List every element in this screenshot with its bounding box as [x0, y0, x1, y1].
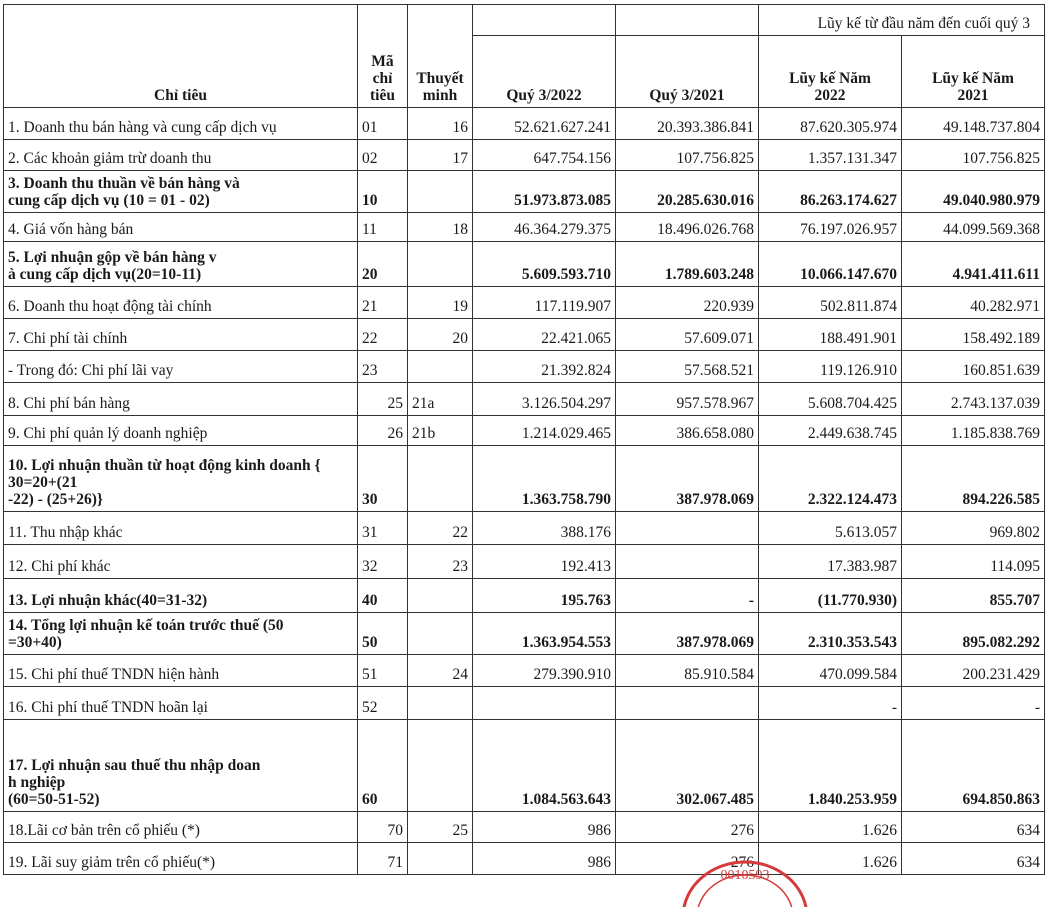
row-q-prev: 1.789.603.248 [616, 242, 759, 287]
row-acc-prev: 969.802 [902, 512, 1045, 545]
col-header-note-label: Thuyết minh [416, 70, 464, 104]
row-note [408, 843, 473, 875]
row-note: 21a [408, 383, 473, 416]
row-label: 14. Tổng lợi nhuận kế toán trước thuế (50 =30+40) [4, 613, 358, 655]
row-acc-cur: 76.197.026.957 [759, 213, 902, 242]
row-acc-cur: 1.357.131.347 [759, 140, 902, 171]
row-acc-prev: 4.941.411.611 [902, 242, 1045, 287]
row-acc-cur: 470.099.584 [759, 655, 902, 687]
row-acc-prev: 895.082.292 [902, 613, 1045, 655]
company-seal-stamp [680, 857, 810, 907]
row-acc-prev: 2.743.137.039 [902, 383, 1045, 416]
row-note [408, 171, 473, 213]
row-code: 20 [358, 242, 408, 287]
row-q-cur: 986 [473, 812, 616, 843]
row-label: 15. Chi phí thuế TNDN hiện hành [4, 655, 358, 687]
row-q-prev: 276 [616, 812, 759, 843]
row-acc-prev: 634 [902, 812, 1045, 843]
row-acc-prev: 44.099.569.368 [902, 213, 1045, 242]
row-note: 23 [408, 545, 473, 579]
col-header-code [358, 5, 408, 108]
col-header-accum-prev-label: Lũy kế Năm 2021 [932, 70, 1014, 104]
row-q-cur: 3.126.504.297 [473, 383, 616, 416]
row-acc-prev: 634 [902, 843, 1045, 875]
row-acc-cur: 1.626 [759, 843, 902, 875]
row-label: 6. Doanh thu hoạt động tài chính [4, 287, 358, 319]
row-note: 16 [408, 108, 473, 140]
row-acc-cur: 2.449.638.745 [759, 416, 902, 446]
row-q-prev: 57.568.521 [616, 351, 759, 383]
table-row [4, 319, 1045, 351]
row-q-prev: 57.609.071 [616, 319, 759, 351]
row-acc-cur: 17.383.987 [759, 545, 902, 579]
row-acc-cur: - [759, 687, 902, 720]
row-note [408, 242, 473, 287]
row-note: 19 [408, 287, 473, 319]
row-q-cur: 195.763 [473, 579, 616, 613]
accum-group-header: Lũy kế từ đầu năm đến cuối quý 3 [759, 5, 1045, 36]
row-label: 2. Các khoản giảm trừ doanh thu [4, 140, 358, 171]
row-code: 10 [358, 171, 408, 213]
row-code: 51 [358, 655, 408, 687]
row-q-cur: 22.421.065 [473, 319, 616, 351]
row-acc-cur: 2.322.124.473 [759, 446, 902, 512]
row-acc-prev: 160.851.639 [902, 351, 1045, 383]
row-code: 50 [358, 613, 408, 655]
table-row [4, 720, 1045, 812]
row-code: 22 [358, 319, 408, 351]
row-q-cur: 117.119.907 [473, 287, 616, 319]
row-q-cur: 1.084.563.643 [473, 720, 616, 812]
row-label: 12. Chi phí khác [4, 545, 358, 579]
row-code: 21 [358, 287, 408, 319]
row-label: 10. Lợi nhuận thuần từ hoạt động kinh doanh { 30=20+(21 -22) - (25+26)} [4, 446, 358, 512]
col-header-accum-cur-label: Lũy kế Năm 2022 [789, 70, 871, 104]
col-header-accum-prev [902, 36, 1045, 108]
row-q-prev: 276 [616, 843, 759, 875]
table-body [4, 108, 1045, 875]
row-label: 11. Thu nhập khác [4, 512, 358, 545]
row-note [408, 579, 473, 613]
table-row [4, 108, 1045, 140]
row-label: 17. Lợi nhuận sau thuế thu nhập doan h nghiệp (60=50-51-52) [4, 720, 358, 812]
row-label: 18.Lãi cơ bản trên cổ phiếu (*) [4, 812, 358, 843]
row-acc-prev: - [902, 687, 1045, 720]
empty-header-cell [616, 5, 759, 36]
empty-header-cell [473, 5, 616, 36]
table-row [4, 579, 1045, 613]
row-q-prev: 85.910.584 [616, 655, 759, 687]
table-row [4, 242, 1045, 287]
row-q-cur: 279.390.910 [473, 655, 616, 687]
row-q-prev: 387.978.069 [616, 446, 759, 512]
row-acc-prev: 49.040.980.979 [902, 171, 1045, 213]
row-q-cur: 388.176 [473, 512, 616, 545]
row-code: 25 [358, 383, 408, 416]
row-q-cur [473, 687, 616, 720]
row-acc-prev: 200.231.429 [902, 655, 1045, 687]
row-acc-prev: 40.282.971 [902, 287, 1045, 319]
row-acc-prev: 694.850.863 [902, 720, 1045, 812]
row-q-cur: 52.621.627.241 [473, 108, 616, 140]
row-code: 30 [358, 446, 408, 512]
row-note: 17 [408, 140, 473, 171]
row-note: 22 [408, 512, 473, 545]
table-row [4, 512, 1045, 545]
row-label: 13. Lợi nhuận khác(40=31-32) [4, 579, 358, 613]
row-label: 5. Lợi nhuận gộp về bán hàng v à cung cấp dịch vụ(20=10-11) [4, 242, 358, 287]
row-code: 70 [358, 812, 408, 843]
row-q-prev: 20.393.386.841 [616, 108, 759, 140]
row-code: 02 [358, 140, 408, 171]
row-label: 4. Giá vốn hàng bán [4, 213, 358, 242]
table-row [4, 613, 1045, 655]
col-header-code-label: Mã chỉ tiêu [370, 53, 395, 104]
row-label: 19. Lãi suy giảm trên cổ phiếu(*) [4, 843, 358, 875]
row-q-prev: 387.978.069 [616, 613, 759, 655]
row-note [408, 613, 473, 655]
row-q-prev: 386.658.080 [616, 416, 759, 446]
row-q-cur: 986 [473, 843, 616, 875]
row-note: 25 [408, 812, 473, 843]
row-note: 20 [408, 319, 473, 351]
row-acc-cur: 188.491.901 [759, 319, 902, 351]
row-q-cur: 1.214.029.465 [473, 416, 616, 446]
col-header-note [408, 5, 473, 108]
row-label: 9. Chi phí quản lý doanh nghiệp [4, 416, 358, 446]
table-row [4, 687, 1045, 720]
table-row [4, 446, 1045, 512]
row-label: 16. Chi phí thuế TNDN hoãn lại [4, 687, 358, 720]
row-acc-cur: 1.626 [759, 812, 902, 843]
row-note [408, 446, 473, 512]
row-q-prev: 957.578.967 [616, 383, 759, 416]
row-acc-cur: 2.310.353.543 [759, 613, 902, 655]
row-q-prev: 302.067.485 [616, 720, 759, 812]
row-acc-cur: 5.613.057 [759, 512, 902, 545]
row-code: 23 [358, 351, 408, 383]
row-q-cur: 46.364.279.375 [473, 213, 616, 242]
row-note: 24 [408, 655, 473, 687]
row-code: 26 [358, 416, 408, 446]
row-acc-cur: 5.608.704.425 [759, 383, 902, 416]
col-header-indicator: Chỉ tiêu [4, 5, 358, 108]
income-statement-table [3, 4, 1045, 875]
row-q-cur: 1.363.954.553 [473, 613, 616, 655]
row-q-prev: 107.756.825 [616, 140, 759, 171]
row-acc-cur: 1.840.253.959 [759, 720, 902, 812]
row-acc-cur: 119.126.910 [759, 351, 902, 383]
row-code: 60 [358, 720, 408, 812]
row-note [408, 351, 473, 383]
row-code: 01 [358, 108, 408, 140]
table-row [4, 843, 1045, 875]
row-label: 3. Doanh thu thuần về bán hàng và cung cấp dịch vụ (10 = 01 - 02) [4, 171, 358, 213]
row-acc-cur: 86.263.174.627 [759, 171, 902, 213]
row-acc-cur: 10.066.147.670 [759, 242, 902, 287]
table-row [4, 383, 1045, 416]
row-q-cur: 192.413 [473, 545, 616, 579]
table-row [4, 416, 1045, 446]
row-code: 11 [358, 213, 408, 242]
row-acc-prev: 114.095 [902, 545, 1045, 579]
table-row [4, 140, 1045, 171]
row-q-cur: 51.973.873.085 [473, 171, 616, 213]
row-q-cur: 1.363.758.790 [473, 446, 616, 512]
row-q-cur: 647.754.156 [473, 140, 616, 171]
row-code: 32 [358, 545, 408, 579]
row-label: - Trong đó: Chi phí lãi vay [4, 351, 358, 383]
table-row [4, 812, 1045, 843]
row-acc-prev: 894.226.585 [902, 446, 1045, 512]
row-q-prev: 18.496.026.768 [616, 213, 759, 242]
row-acc-prev: 158.492.189 [902, 319, 1045, 351]
row-label: 7. Chi phí tài chính [4, 319, 358, 351]
row-note [408, 720, 473, 812]
row-label: 1. Doanh thu bán hàng và cung cấp dịch vụ [4, 108, 358, 140]
row-q-cur: 5.609.593.710 [473, 242, 616, 287]
row-acc-prev: 1.185.838.769 [902, 416, 1045, 446]
col-header-q-prev: Quý 3/2021 [616, 36, 759, 108]
row-q-prev: 220.939 [616, 287, 759, 319]
row-note: 21b [408, 416, 473, 446]
row-code: 31 [358, 512, 408, 545]
row-q-prev [616, 687, 759, 720]
row-code: 40 [358, 579, 408, 613]
col-header-accum-cur [759, 36, 902, 108]
table-row [4, 171, 1045, 213]
row-q-prev: - [616, 579, 759, 613]
row-acc-prev: 49.148.737.804 [902, 108, 1045, 140]
table-row [4, 351, 1045, 383]
stamp-number: 0010593 [720, 868, 770, 883]
row-code: 52 [358, 687, 408, 720]
table-row [4, 213, 1045, 242]
row-q-prev [616, 545, 759, 579]
row-acc-cur: 502.811.874 [759, 287, 902, 319]
row-code: 71 [358, 843, 408, 875]
row-acc-cur: (11.770.930) [759, 579, 902, 613]
row-acc-prev: 855.707 [902, 579, 1045, 613]
row-q-prev [616, 512, 759, 545]
row-note: 18 [408, 213, 473, 242]
row-acc-prev: 107.756.825 [902, 140, 1045, 171]
row-acc-cur: 87.620.305.974 [759, 108, 902, 140]
row-label: 8. Chi phí bán hàng [4, 383, 358, 416]
table-row [4, 545, 1045, 579]
row-q-prev: 20.285.630.016 [616, 171, 759, 213]
table-row [4, 655, 1045, 687]
row-note [408, 687, 473, 720]
col-header-q-cur: Quý 3/2022 [473, 36, 616, 108]
row-q-cur: 21.392.824 [473, 351, 616, 383]
table-row [4, 287, 1045, 319]
